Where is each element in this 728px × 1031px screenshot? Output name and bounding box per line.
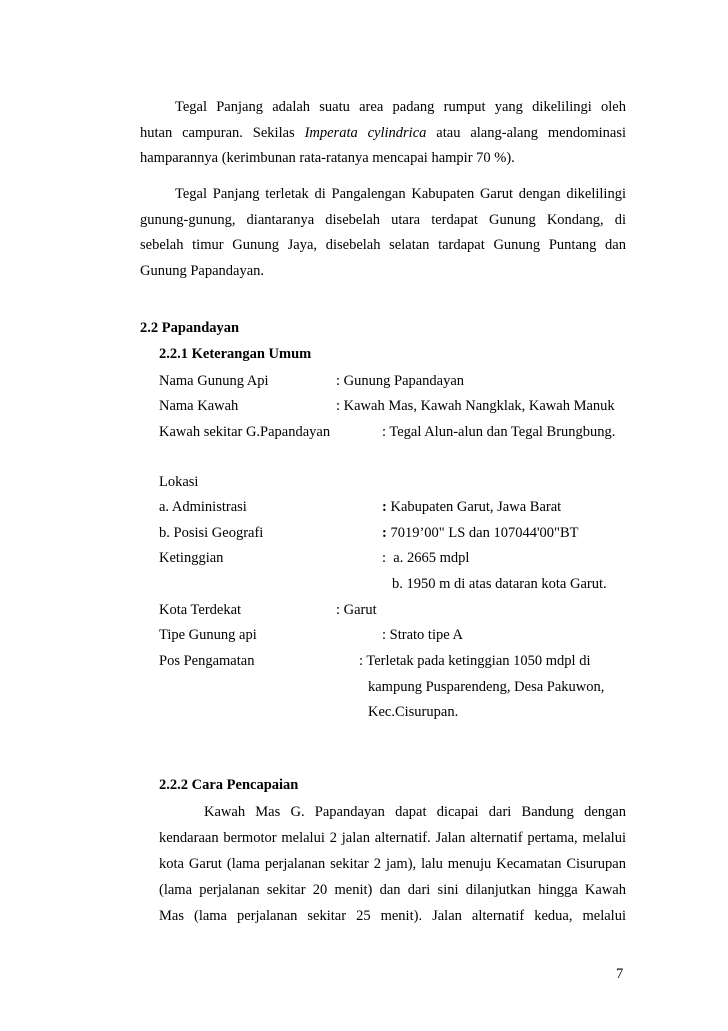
value-text: Kabupaten Garut, Jawa Barat [386,499,562,515]
text-line [140,121,626,147]
colon: : [382,499,387,515]
subsection-heading: 2.2.1 Keterangan Umum [159,346,312,362]
text-line: kota Garut (lama perjalanan sekitar 2 jam), lalu menuju Kecamatan Cisurupan [159,856,626,872]
colon: : [382,550,387,566]
info-value: : Terletak pada ketinggian 1050 mdpl di [359,653,591,669]
loc-value [382,499,561,516]
section-heading: 2.2 Papandayan [140,320,240,336]
info-label: Pos Pengamatan [159,653,255,669]
info-value: : Gunung Papandayan [336,373,465,389]
info-label: Kawah sekitar G.Papandayan [159,424,331,440]
text-line: (lama perjalanan sekitar 20 menit) dan dari sini dilanjutkan hingga Kawah [159,882,626,898]
info-value-cont: kampung Pusparendeng, Desa Pakuwon, [368,679,605,695]
colon: : [382,525,387,541]
text-fragment: hutan campuran. Sekilas [140,124,295,141]
info-label: Nama Gunung Api [159,373,269,389]
text-fragment: atau alang-alang mendominasi [436,124,626,141]
text-line: sebelah timur Gunung Jaya, disebelah selatan tardapat Gunung Puntang dan [140,237,626,253]
info-value-cont: Kec.Cisurupan. [368,704,459,720]
italic-term: Imperata cylindrica [304,124,427,141]
cara-paragraph [159,799,626,929]
text-line: Kawah Mas G. Papandayan dapat dicapai dari Bandung dengan [204,804,626,820]
info-value: : Strato tipe A [382,627,463,643]
loc-value [382,525,579,542]
info-label: Tipe Gunung api [159,627,257,643]
info-value: : Kawah Mas, Kawah Nangklak, Kawah Manuk [336,398,615,414]
text-line: gunung-gunung, diantaranya disebelah utara terdapat Gunung Kondang, di [140,211,626,228]
loc-value [382,550,469,567]
loc-label: Ketinggian [159,550,224,566]
text-line: kendaraan bermotor melalui 2 jalan alternatif. Jalan alternatif pertama, melalui [159,830,626,846]
intro-paragraph-1 [140,95,626,172]
intro-paragraph-2 [140,182,626,284]
info-label: Kota Terdekat [159,602,242,618]
text-line: Mas (lama perjalanan sekitar 25 menit). Jalan alternatif kedua, melalui [159,908,626,924]
loc-label: a. Administrasi [159,499,247,515]
text-line: Gunung Papandayan. [140,262,265,279]
ketinggian-b: b. 1950 m di atas dataran kota Garut. [392,576,607,592]
text-line: hamparannya (kerimbunan rata-ratanya mencapai hampir 70 %). [140,150,515,166]
subsection-heading: 2.2.2 Cara Pencapaian [159,777,299,793]
lokasi-label: Lokasi [159,474,199,490]
value-text: 7019’00" LS dan 107044'00"BT [386,525,579,541]
info-label: Nama Kawah [159,398,239,414]
loc-label: b. Posisi Geografi [159,525,264,541]
text-line: Tegal Panjang terletak di Pangalengan Kabupaten Garut dengan dikelilingi [175,186,626,202]
info-value: : Tegal Alun-alun dan Tegal Brungbung. [382,424,616,440]
page-number: 7 [616,966,624,982]
info-value: : Garut [336,602,377,618]
value-text: a. 2665 mdpl [386,550,470,566]
text-line: Tegal Panjang adalah suatu area padang rumput yang dikelilingi oleh [175,99,626,115]
